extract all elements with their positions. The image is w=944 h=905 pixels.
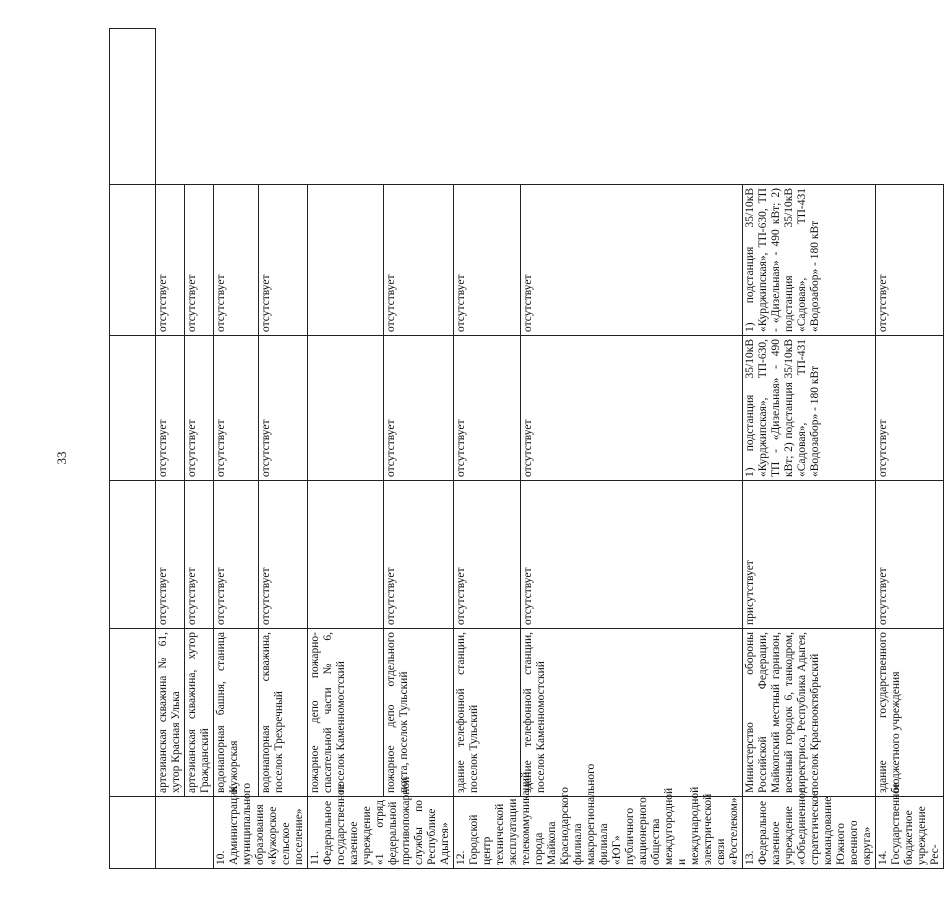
org-cell: 13. Федеральное казенное учреждение «Объединенное стратегическое командование Южного военного округа»: [743, 797, 876, 869]
object-cell: пожарное депо пожарно-спасательной части № 6, поселок Каменномостский: [308, 629, 384, 797]
rotated-table-wrapper: [109, 29, 941, 869]
object-cell: здание телефонной станции, поселок Каменномостский: [520, 629, 742, 797]
table-row: [110, 29, 156, 869]
status-cell: отсутствует: [454, 185, 521, 336]
object-cell: Министерство обороны Российской Федерации, Майкопский местный гарнизон, военный городок 6, танкодром, директриса, Республика Адыгея, поселок Краснооктябрьский: [743, 629, 876, 797]
status-cell: отсутствует: [454, 336, 521, 481]
object-cell: пожарное депо отдельного поста, поселок Тульский: [384, 629, 454, 797]
org-cell: [156, 797, 214, 869]
table-row: [185, 29, 214, 869]
org-cell: 14. Государственное бюджетное учреждение Рес-: [876, 797, 944, 869]
status-cell: отсутствует: [185, 481, 214, 629]
object-cell: артезианская скважина № 61, хутор Красная Улька: [156, 629, 185, 797]
table-row: [258, 29, 307, 869]
object-cell: артезианская скважина, хутор Гражданский: [185, 629, 214, 797]
status-cell: [308, 185, 384, 336]
status-cell: отсутствует: [214, 336, 259, 481]
object-cell: водонапорная скважина, поселок Трехречный: [258, 629, 307, 797]
status-cell: [308, 336, 384, 481]
table-cell: [110, 185, 156, 336]
status-cell: отсутствует: [156, 336, 185, 481]
status-cell: отсутствует: [384, 336, 454, 481]
status-cell: отсутствует: [520, 336, 742, 481]
table-row: [156, 29, 185, 869]
substation-cell: 1) подстанция 35/10кВ «Курджипская», ТП-630, ТП - «Дизельная» - 490 кВт; 2) подстанция 35/10кВ «Садовая», ТП-431 «Водозабор» - 180 кВт: [743, 336, 876, 481]
page-number: 33: [54, 451, 69, 465]
status-cell: отсутствует: [876, 481, 944, 629]
status-cell: [308, 481, 384, 629]
status-cell: отсутствует: [876, 336, 944, 481]
org-cell: 11. Федеральное государственное казенное учреждение «1 отряд федеральной противопожарной службы по Республике Адыгея»: [308, 797, 454, 869]
table-row: [454, 29, 521, 869]
table-row: [520, 29, 742, 869]
status-cell: отсутствует: [520, 481, 742, 629]
table-cell: [110, 797, 156, 869]
status-cell: присутствует: [743, 481, 876, 629]
status-cell: отсутствует: [156, 481, 185, 629]
status-cell: отсутствует: [454, 481, 521, 629]
status-cell: отсутствует: [156, 185, 185, 336]
object-cell: здание телефонной станции, поселок Тульский: [454, 629, 521, 797]
status-cell: отсутствует: [185, 185, 214, 336]
status-cell: отсутствует: [214, 185, 259, 336]
org-cell: 10. Администрация муниципального образования «Кужорское сельское поселение»: [214, 797, 308, 869]
table-cell: [110, 29, 156, 185]
facilities-table: [109, 28, 944, 869]
status-cell: отсутствует: [876, 185, 944, 336]
table-row: [384, 29, 454, 869]
status-cell: отсутствует: [258, 185, 307, 336]
status-cell: отсутствует: [214, 481, 259, 629]
status-cell: отсутствует: [185, 336, 214, 481]
status-cell: отсутствует: [520, 185, 742, 336]
table-row: [214, 29, 259, 869]
table-row: [308, 29, 384, 869]
table-cell: [110, 336, 156, 481]
table-cell: [110, 481, 156, 629]
status-cell: отсутствует: [384, 481, 454, 629]
org-cell: 12. Городской центр технической эксплуатации телекоммуникаций города Майкопа Краснодарского филиала макрорегионального филиала «ЮГ» публичного акционерного общества междугородной и международной электрической связи «Ростелеком»: [454, 797, 743, 869]
status-cell: отсутствует: [258, 336, 307, 481]
substation-cell: 1) подстанция 35/10кВ «Курджипская», ТП-630, ТП - «Дизельная» - 490 кВт; 2) подстанция 35/10кВ «Садовая», ТП-431 «Водозабор» - 180 кВт: [743, 185, 876, 336]
object-cell: водонапорная башня, станица Кужорская: [214, 629, 259, 797]
status-cell: отсутствует: [384, 185, 454, 336]
table-cell: [110, 629, 156, 797]
object-cell: здание государственного бюджетного учреждения: [876, 629, 944, 797]
table-row: [743, 29, 876, 869]
status-cell: отсутствует: [258, 481, 307, 629]
table-row: [876, 29, 944, 869]
